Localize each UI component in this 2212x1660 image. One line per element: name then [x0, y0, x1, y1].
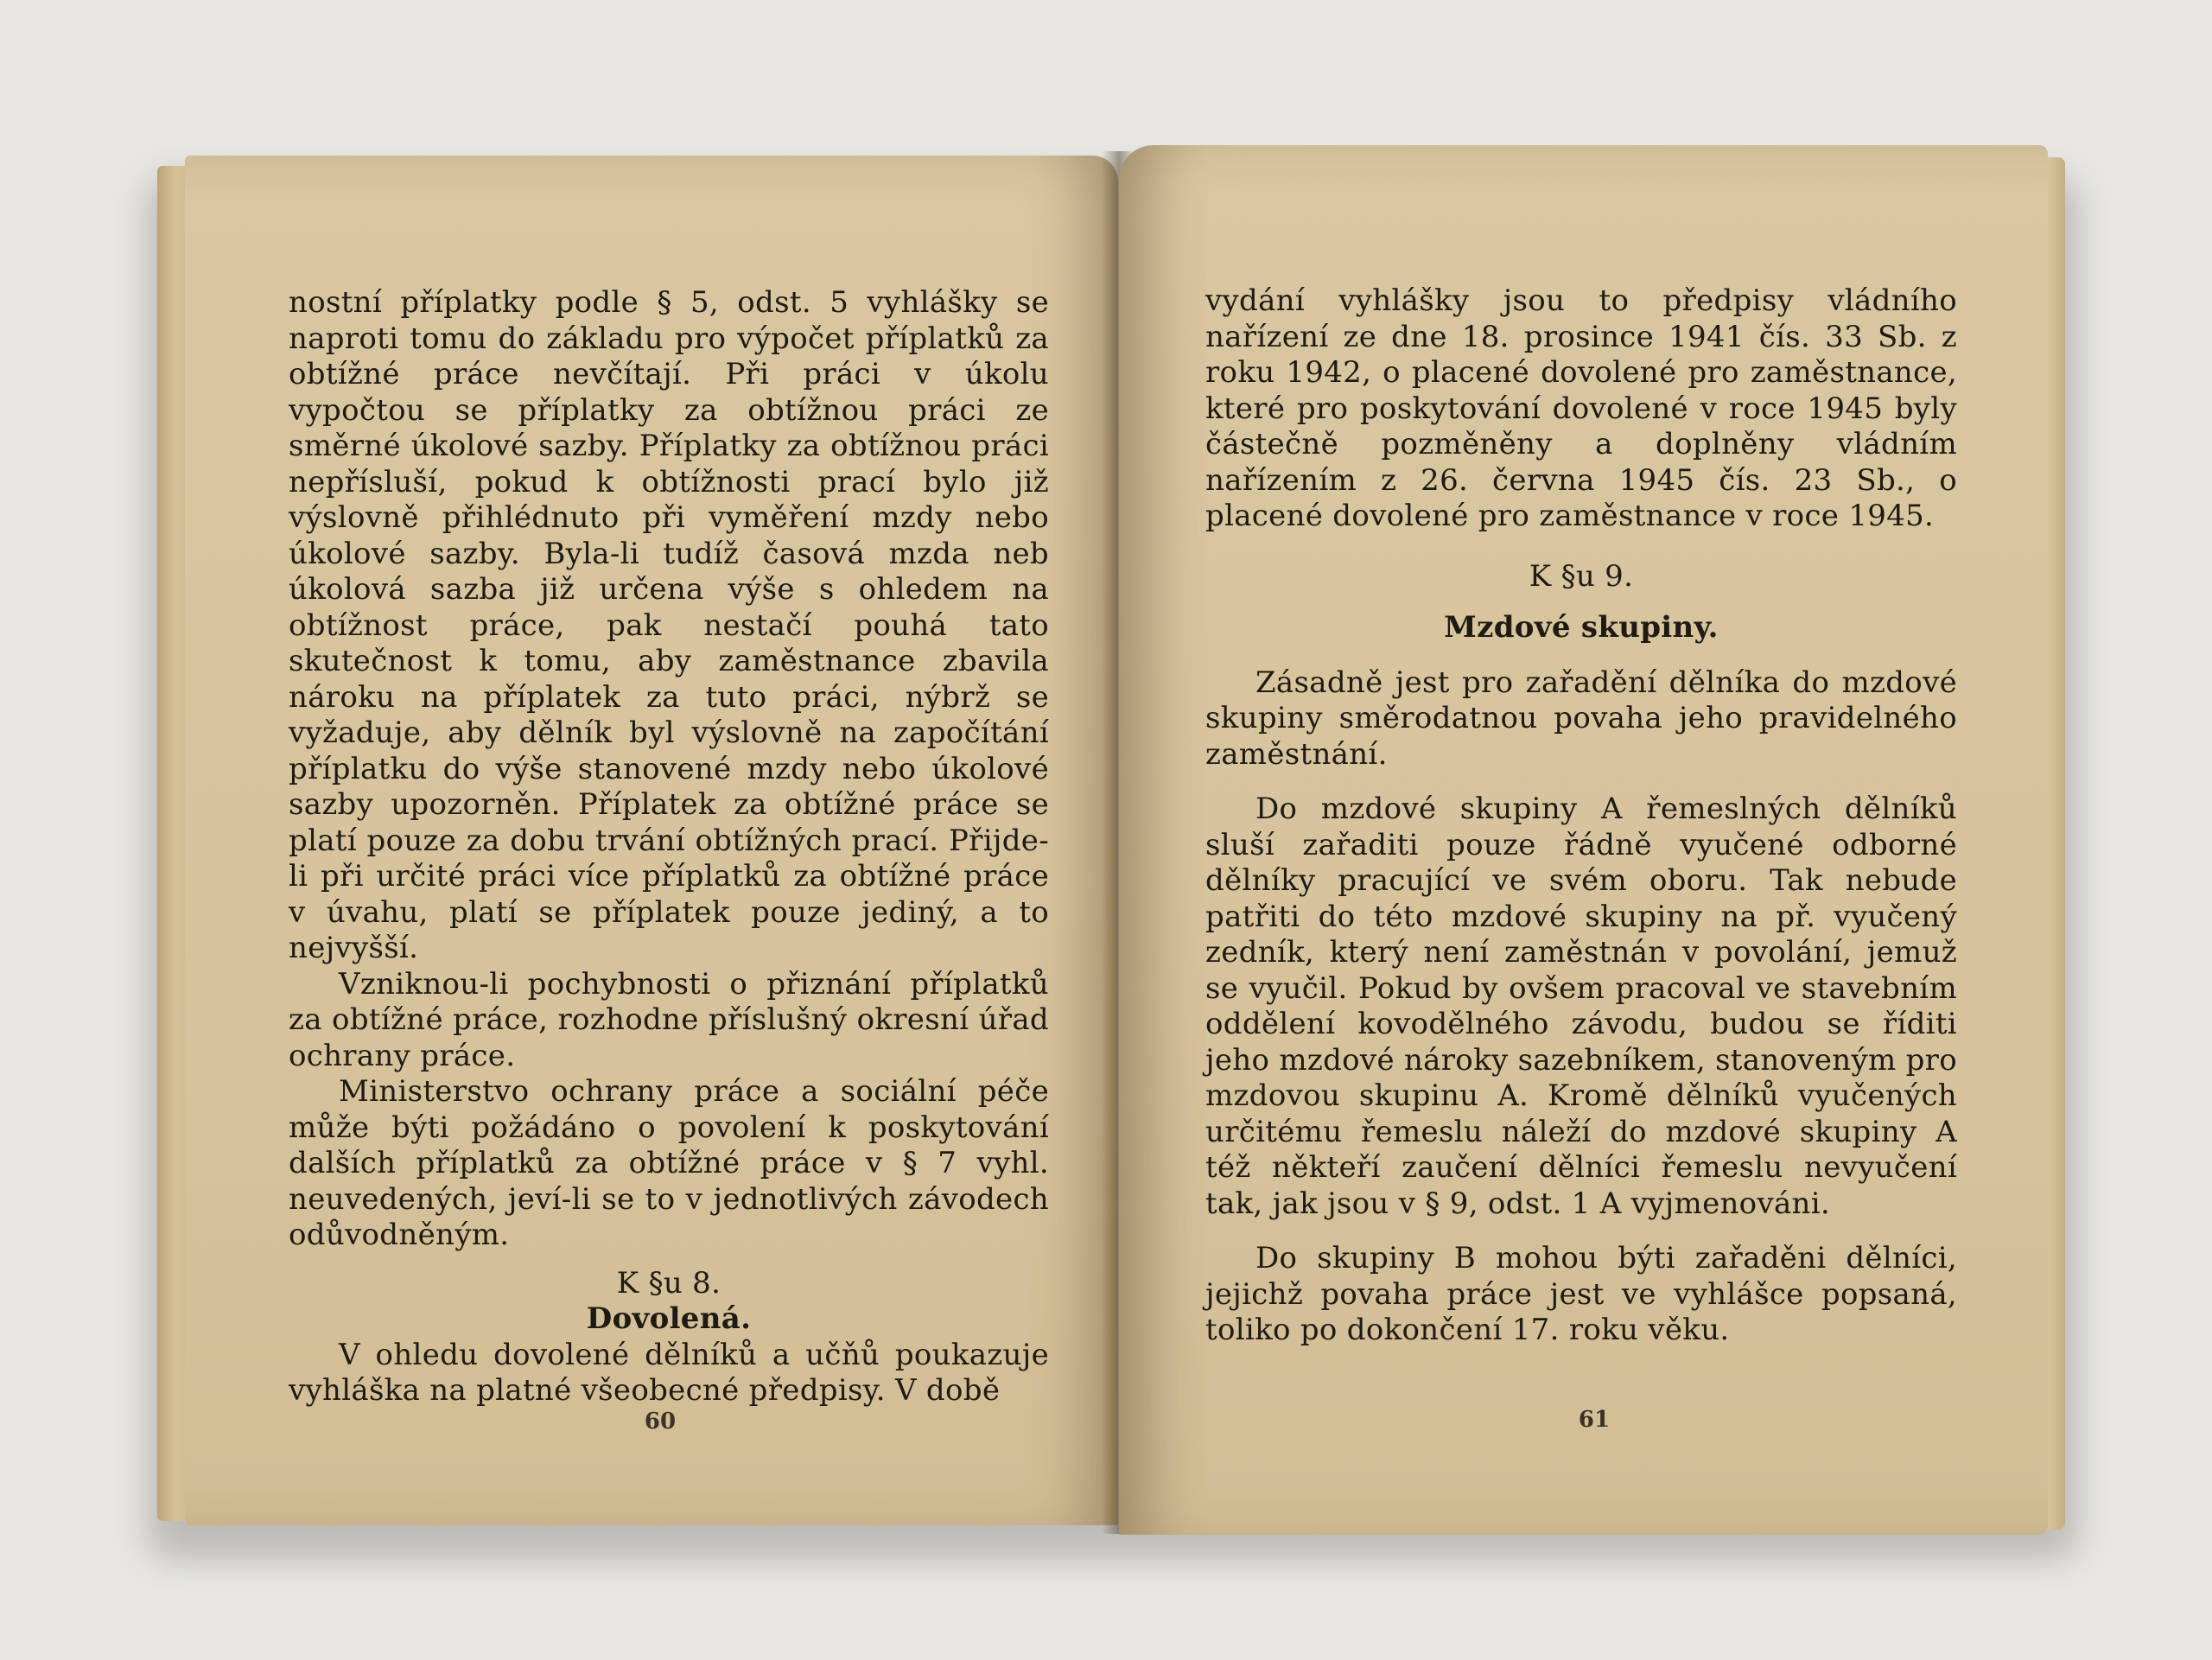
section-heading-8: K §u 8.	[616, 1265, 721, 1301]
right-paragraph-1: vydání vyhlášky jsou to předpisy vládního nařízení ze dne 18. prosince 1941 čís. 33 Sb. z roku 1942, o placené dovolené pro zaměstnance, které pro poskytování dovolené v roce 1945 byly částečně pozměněny a doplněny vládním nařízením z 26. června 1945 čís. 23 Sb., o placené dovolené pro zaměstnance v roce 1945.	[1205, 283, 1957, 533]
right-page-text	[1205, 283, 1957, 1349]
right-paragraph-4: Do skupiny B mohou býti zařaděni dělníci, jejichž povaha práce jest ve vyhlášce popsaná, toliko po dokončení 17. roku věku.	[1205, 1241, 1957, 1347]
section-heading-9: K §u 9.	[1529, 558, 1634, 594]
left-paragraph-last: V ohledu dovolené dělníků a učňů poukazuje vyhláška na platné všeobecné předpisy. V době	[289, 1337, 1049, 1408]
left-paragraph-2: Vzniknou-li pochybnosti o přiznání příplatků za obtížné práce, rozhodne příslušný okresní úřad ochrany práce.	[289, 966, 1049, 1073]
page-number-right: 61	[1578, 1407, 1611, 1433]
page-number-left: 60	[644, 1409, 677, 1434]
right-page	[1119, 145, 2048, 1535]
section-title-dovolena: Dovolená.	[586, 1301, 752, 1336]
right-paragraph-2: Zásadně jest pro zařadění dělníka do mzdové skupiny směrodatnou povaha jeho pravidelného zaměstnání.	[1205, 665, 1957, 772]
left-page-text	[289, 285, 1049, 1409]
section-title-mzdove-skupiny: Mzdové skupiny.	[1444, 610, 1719, 645]
left-page	[185, 156, 1118, 1525]
left-paragraph-1: nostní příplatky podle § 5, odst. 5 vyhlášky se naproti tomu do základu pro výpočet příplatků za obtížné práce nevčítají. Při práci v úkolu vypočtou se příplatky za obtížnou práci ze směrné úkolové sazby. Příplatky za obtížnou práci nepřísluší, pokud k obtížnosti prací bylo již výslovně přihlédnuto při vyměření mzdy nebo úkolové sazby. Byla-li tudíž časová mzda neb úkolová sazba již určena výše s ohledem na obtížnost práce, pak nestačí pouhá tato skutečnost k tomu, aby zaměstnance zbavila nároku na příplatek za tuto práci, nýbrž se vyžaduje, aby dělník byl výslovně na započítání příplatku do výše stanovené mzdy nebo úkolové sazby upozorněn. Příplatek za obtížné práce se platí pouze za dobu trvání obtížných prací. Přijde-li při určité práci více příplatků za obtížné práce v úvahu, platí se příplatek pouze jediný, a to nejvyšší.	[289, 285, 1049, 965]
left-paragraph-3: Ministerstvo ochrany práce a sociální péče může býti požádáno o povolení k poskytování dalších příplatků za obtížné práce v § 7 vyhl. neuvedených, jeví-li se to v jednotlivých závodech odůvodněným.	[289, 1074, 1049, 1252]
right-paragraph-3: Do mzdové skupiny A řemeslných dělníků sluší zařaditi pouze řádně vyučené odborné dělníky pracující ve svém oboru. Tak nebude patřiti do této mzdové skupiny na př. vyučený zedník, který není zaměstnán v povolání, jemuž se vyučil. Pokud by ovšem pracoval ve stavebním oddělení kovodělného závodu, budou se říditi jeho mzdové nároky sazebníkem, stanoveným pro mzdovou skupinu A. Kromě dělníků vyučených určitému řemeslu náleží do mzdové skupiny A též někteří zaučení dělníci řemeslu nevyučení tak, jak jsou v § 9, odst. 1 A vyjmenováni.	[1205, 792, 1957, 1221]
